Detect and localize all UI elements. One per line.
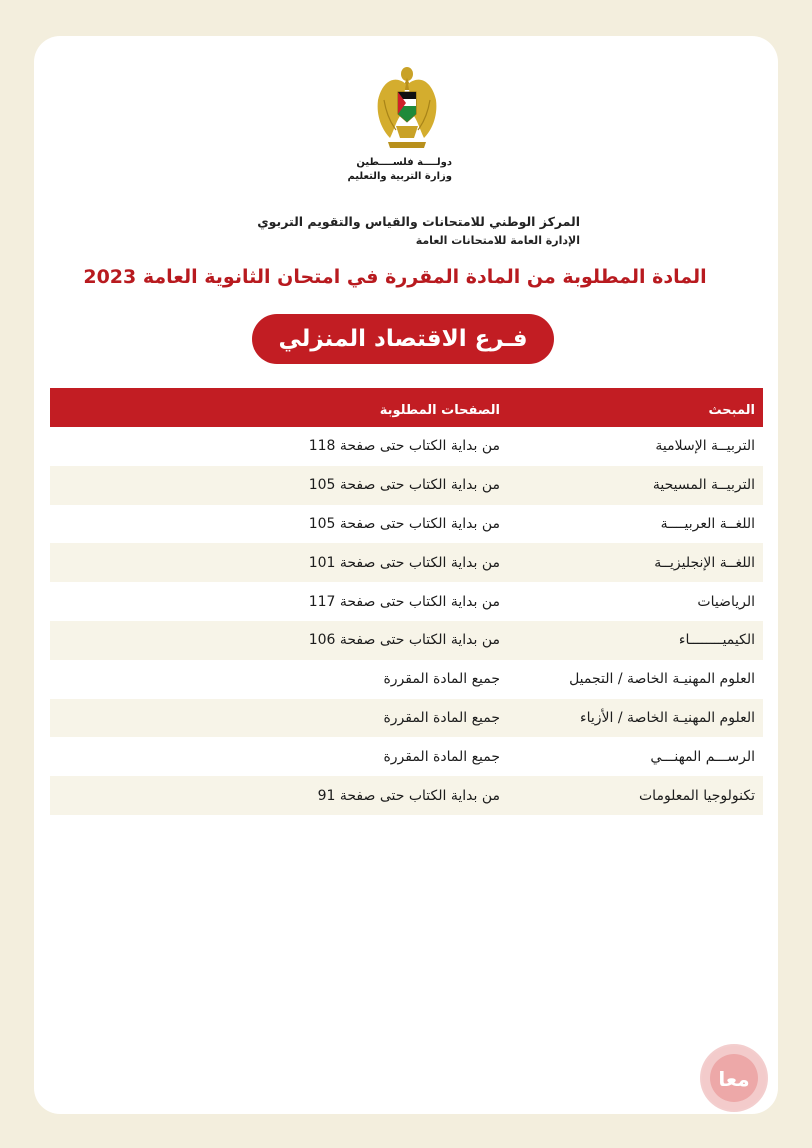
row-subject: الرســـم المهنـــي (650, 748, 755, 765)
row-pages: من بداية الكتاب حتى صفحة 105 (308, 477, 500, 494)
row-subject: اللغــة العربيــــة (660, 515, 755, 532)
branch-badge: فـرع الاقتصاد المنزلي (252, 314, 554, 364)
row-pages: جميع المادة المقررة (383, 748, 500, 765)
row-pages: من بداية الكتاب حتى صفحة 118 (308, 438, 500, 455)
row-subject: العلوم المهنيـة الخاصة / التجميل (569, 671, 755, 688)
svg-text:معا: معا (718, 1067, 750, 1091)
row-subject: تكنولوجيا المعلومات (639, 787, 755, 804)
row-subject: الكيميــــــــاء (678, 632, 755, 649)
state-name: دولــــة فلســــطين (356, 157, 452, 168)
row-subject: العلوم المهنيـة الخاصة / الأزياء (580, 709, 755, 726)
row-subject: التربيــة الإسلامية (655, 438, 755, 455)
maan-watermark-logo-icon (700, 1044, 768, 1112)
directorate-name: الإدارة العامة للامتحانات العامة (415, 234, 580, 247)
row-subject: اللغــة الإنجليزيــة (654, 554, 755, 571)
row-subject: التربيــة المسيحية (652, 477, 755, 494)
table-row (50, 582, 763, 621)
requirements-table (50, 388, 763, 815)
table-row (50, 660, 763, 699)
center-name: المركز الوطني للامتحانات والقياس والتقويم التربوي (257, 214, 580, 229)
table-row (50, 699, 763, 738)
row-pages: جميع المادة المقررة (383, 709, 500, 726)
ministry-name: وزارة التربية والتعليم (347, 171, 452, 182)
row-pages: من بداية الكتاب حتى صفحة 101 (308, 554, 500, 571)
table-row (50, 776, 763, 815)
table-row (50, 505, 763, 544)
table-row (50, 427, 763, 466)
table-row (50, 737, 763, 776)
table-header (50, 388, 763, 427)
row-pages: من بداية الكتاب حتى صفحة 105 (308, 515, 500, 532)
table-row (50, 621, 763, 660)
row-pages: من بداية الكتاب حتى صفحة 117 (308, 593, 500, 610)
row-pages: من بداية الكتاب حتى صفحة 106 (308, 632, 500, 649)
header-subject: المبحث (708, 403, 755, 418)
palestinian-eagle-emblem-icon (376, 60, 438, 150)
page-title: المادة المطلوبة من المادة المقررة في امتحان الثانوية العامة 2023 (83, 266, 707, 288)
row-pages: جميع المادة المقررة (383, 671, 500, 688)
row-pages: من بداية الكتاب حتى صفحة 91 (317, 787, 500, 804)
row-subject: الرياضيات (697, 593, 755, 610)
header-pages: الصفحات المطلوبة (379, 403, 500, 418)
table-row (50, 543, 763, 582)
table-row (50, 466, 763, 505)
